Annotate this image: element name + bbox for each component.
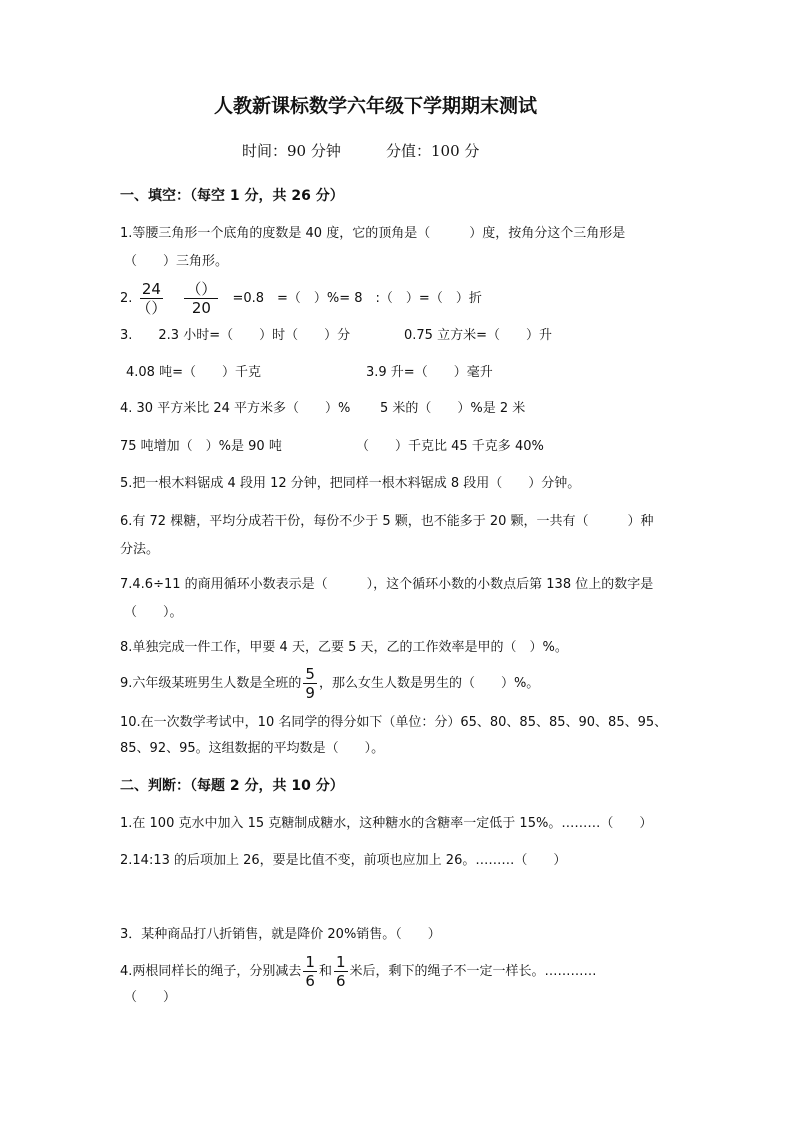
question-10-line-2: 85、92、95。这组数据的平均数是（ ）。 xyxy=(120,741,385,756)
question-4-part-b: 5 米的（ ）%是 2 米 xyxy=(380,401,526,416)
fraction-denominator: 20 xyxy=(191,299,211,317)
question-8: 8.单独完成一件工作，甲要 4 天，乙要 5 天，乙的工作效率是甲的（ ）%。 xyxy=(120,640,568,655)
question-6-line-2: 分法。 xyxy=(120,542,160,557)
question-10-line-1: 10.在一次数学考试中，10 名同学的得分如下（单位：分）65、80、85、85、90、85、95、 xyxy=(120,715,668,730)
fraction-numerator: 5 xyxy=(305,665,315,683)
question-1-line-1: 1.等腰三角形一个底角的度数是 40 度，它的顶角是（ ）度，按角分这个三角形是 xyxy=(120,226,626,241)
page-title: 人教新课标数学六年级下学期期末测试 xyxy=(214,95,538,117)
question-5: 5.把一根木料锯成 4 段用 12 分钟，把同样一根木料锯成 8 段用（ ）分钟。 xyxy=(120,476,581,491)
question-6-line-1: 6.有 72 棵糖，平均分成若干份，每份不少于 5 颗，也不能多于 20 颗，一共有（ ）种 xyxy=(120,514,654,529)
question-3-part-c: 4.08 吨=（ ）千克 xyxy=(126,365,261,380)
judgement-4-text-a: 4.两根同样长的绳子，分别减去 xyxy=(120,964,302,979)
question-9-text-b: ，那么女生人数是男生的（ ）%。 xyxy=(318,676,540,691)
fraction-numerator: 24 xyxy=(141,280,161,298)
question-4-part-a: 4. 30 平方米比 24 平方米多（ ）% xyxy=(120,401,351,416)
fraction-numerator: 1 xyxy=(335,953,346,971)
fraction-denominator: （） xyxy=(136,299,167,317)
fraction-numerator: （） xyxy=(186,280,217,298)
question-2-number: 2. xyxy=(120,291,133,306)
question-4-part-d: （ ）千克比 45 千克多 40% xyxy=(356,439,544,454)
fraction-numerator: 1 xyxy=(305,953,315,971)
question-3-part-d: 3.9 升=（ ）毫升 xyxy=(366,365,493,380)
question-3-part-a: 3. 2.3 小时=（ ）时（ ）分 xyxy=(120,328,351,343)
question-7-line-1: 7.4.6÷11 的商用循环小数表示是（ ），这个循环小数的小数点后第 138 位上的数字是 xyxy=(120,577,654,592)
fraction-denominator: 6 xyxy=(305,972,315,990)
judgement-4-text-b: 和 xyxy=(318,964,332,979)
judgement-4-line-1 xyxy=(120,952,597,992)
question-7-line-2: （ ）。 xyxy=(124,605,183,620)
score-label: 分值：100 分 xyxy=(386,142,480,160)
fraction-24-over-blank xyxy=(134,280,168,317)
judgement-3: 3．某种商品打八折销售，就是降价 20%销售。（ ） xyxy=(120,927,441,942)
question-3-part-b: 0.75 立方米=（ ）升 xyxy=(404,328,552,343)
question-2 xyxy=(120,280,482,317)
question-1-line-2: （ ）三角形。 xyxy=(124,254,229,269)
section-heading-fill-blank: 一、填空：（每空 1 分，共 26 分） xyxy=(120,188,344,204)
fraction-blank-over-20 xyxy=(184,280,218,317)
time-label: 时间：90 分钟 xyxy=(242,142,341,160)
question-2-rest: =0.8 =（ ）%= 8 :（ ）=（ ）折 xyxy=(232,291,482,306)
question-9 xyxy=(120,664,539,704)
fraction-1-over-6-first xyxy=(303,953,317,990)
fraction-denominator: 6 xyxy=(335,972,346,990)
judgement-4-text-c: 米后，剩下的绳子不一定一样长。………… xyxy=(349,964,597,979)
fraction-5-over-9 xyxy=(303,665,317,702)
section-heading-true-false: 二、判断：（每题 2 分，共 10 分） xyxy=(120,778,344,794)
judgement-2: 2.14:13 的后项加上 26，要是比值不变，前项也应加上 26。………（ ） xyxy=(120,853,567,868)
judgement-4-line-2: （ ） xyxy=(124,990,177,1005)
question-9-text-a: 9.六年级某班男生人数是全班的 xyxy=(120,676,302,691)
fraction-1-over-6-second xyxy=(334,953,348,990)
judgement-1: 1.在 100 克水中加入 15 克糖制成糖水，这种糖水的含糖率一定低于 15%。………（ ） xyxy=(120,816,653,831)
question-4-part-c: 75 吨增加（ ）%是 90 吨 xyxy=(120,439,282,454)
fraction-denominator: 9 xyxy=(305,684,315,702)
